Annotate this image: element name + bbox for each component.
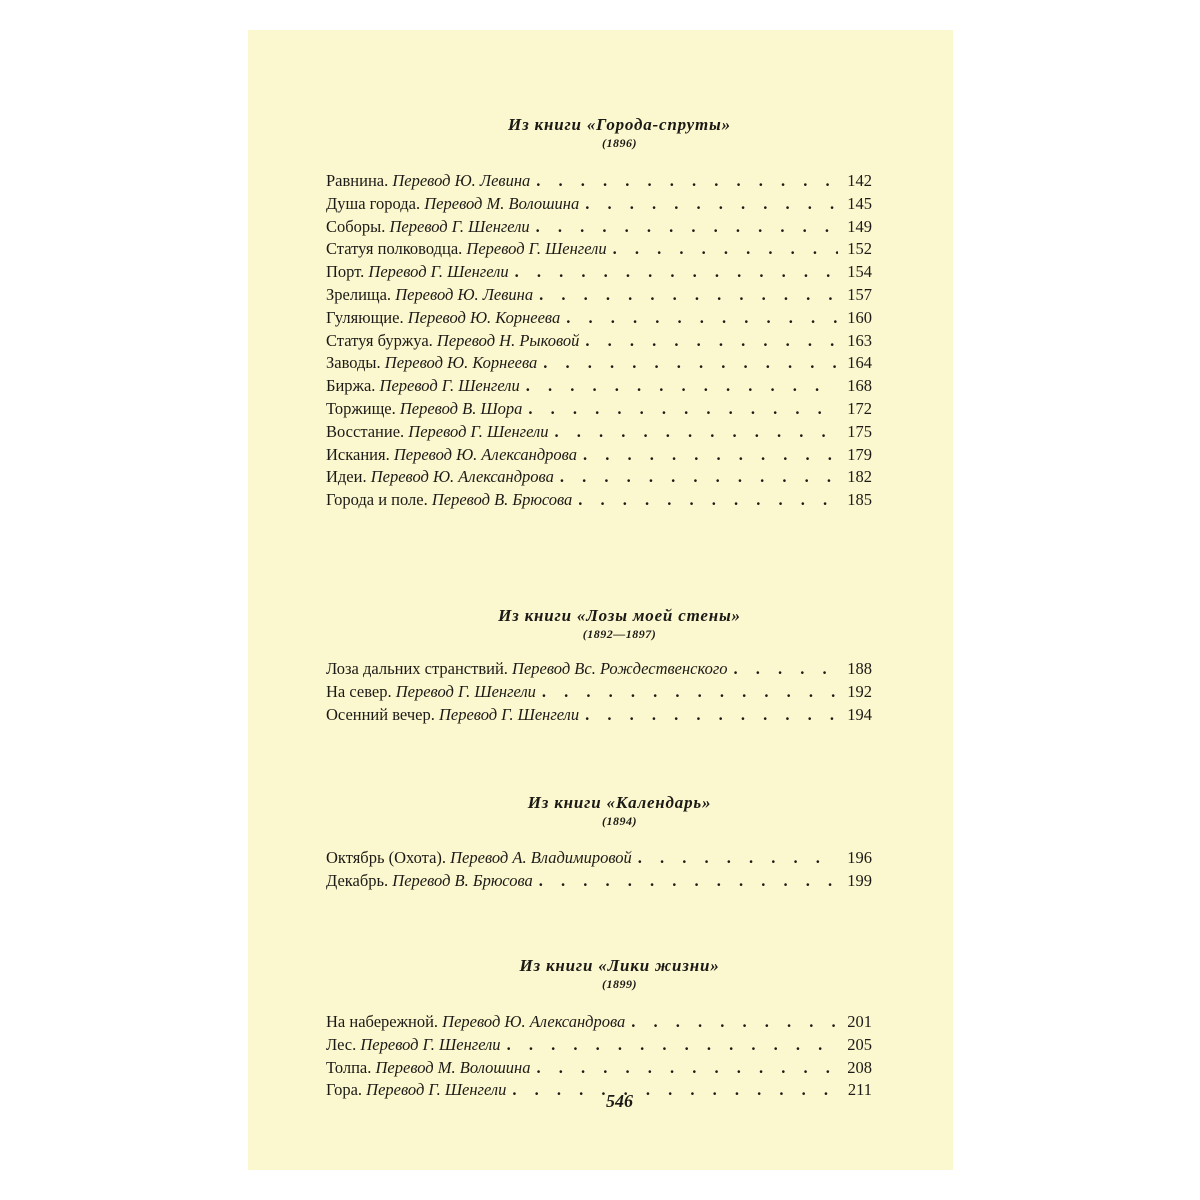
entry-translator: Перевод Г. Шенгели <box>360 1034 501 1054</box>
toc-entry <box>326 1057 872 1080</box>
entry-page-number: 163 <box>847 330 872 350</box>
section-years: (1899) <box>602 977 637 991</box>
page-number: 546 <box>606 1091 633 1111</box>
entry-translator: Перевод М. Волошина <box>424 193 580 213</box>
dot-leader <box>533 284 838 307</box>
entry-translator: Перевод Ю. Александрова <box>370 467 554 487</box>
entry-translator: Перевод В. Шора <box>399 398 523 418</box>
entry-page-number: 160 <box>847 307 872 327</box>
entry-page-number: 157 <box>847 284 872 304</box>
entry-translator: Перевод Ю. Левина <box>395 284 534 304</box>
dot-leader <box>577 444 838 467</box>
dot-leader <box>537 352 838 375</box>
entry-title: Торжище. <box>326 398 396 418</box>
toc-entry <box>326 704 872 727</box>
entry-translator: Перевод Г. Шенгели <box>408 421 549 441</box>
entry-translator: Перевод Ю. Левина <box>392 171 531 190</box>
dot-leader <box>572 489 838 512</box>
dot-leader <box>632 847 838 870</box>
toc-entry <box>326 466 872 489</box>
entry-page-number: 179 <box>847 444 872 464</box>
toc-entry <box>326 307 872 330</box>
toc-entries <box>326 1011 872 1102</box>
entry-page-number: 142 <box>847 171 872 190</box>
entry-title: Гуляющие. <box>326 307 404 327</box>
dot-leader <box>536 681 838 704</box>
entry-title: Равнина. <box>326 171 389 190</box>
entry-title: Статуя полководца. <box>326 239 463 259</box>
entry-title: Гора. <box>326 1080 363 1100</box>
entry-page-number: 211 <box>847 1080 872 1100</box>
section-title: Из книги «Календарь» <box>527 793 712 812</box>
entry-translator: Перевод Н. Рыковой <box>436 330 580 350</box>
section-lozy-moei-steny <box>248 606 953 724</box>
entry-title: Заводы. <box>326 353 381 373</box>
entry-page-number: 149 <box>847 216 872 236</box>
book-page <box>248 30 953 1170</box>
entry-page-number: 192 <box>847 681 872 701</box>
toc-entry <box>326 330 872 353</box>
toc-entry <box>326 1034 872 1057</box>
dot-leader <box>530 1057 838 1080</box>
section-title: Из книги «Лозы моей стены» <box>498 606 741 625</box>
entry-page-number: 152 <box>847 239 872 259</box>
entry-title: Душа города. <box>326 193 421 213</box>
entry-page-number: 164 <box>847 353 872 373</box>
toc-entry <box>326 681 872 704</box>
toc-entry <box>326 216 872 239</box>
entry-page-number: 154 <box>847 262 872 282</box>
entry-page-number: 172 <box>847 398 872 418</box>
toc-entries <box>326 658 872 726</box>
entry-title: Соборы. <box>326 216 386 236</box>
dot-leader <box>548 421 838 444</box>
section-years: (1892—1897) <box>582 627 657 641</box>
section-kalendar <box>248 793 953 890</box>
dot-leader <box>533 870 838 893</box>
entry-title: Лес. <box>326 1034 357 1054</box>
toc-entry <box>326 658 872 681</box>
toc-entries <box>326 170 872 512</box>
dot-leader <box>530 216 838 239</box>
entry-translator: Перевод В. Брюсова <box>431 490 573 510</box>
entry-page-number: 201 <box>847 1012 872 1031</box>
entry-page-number: 196 <box>847 848 872 867</box>
dot-leader <box>625 1011 838 1034</box>
entry-translator: Перевод Ю. Александрова <box>393 444 577 464</box>
dot-leader <box>522 398 838 421</box>
entry-page-number: 185 <box>847 490 872 510</box>
entry-translator: Перевод Вс. Рождественского <box>512 659 728 678</box>
entry-title: На север. <box>326 681 392 701</box>
entry-translator: Перевод Ю. Александрова <box>442 1012 626 1031</box>
entry-translator: Перевод Г. Шенгели <box>466 239 607 259</box>
entry-translator: Перевод Ю. Корнеева <box>407 307 561 327</box>
dot-leader <box>728 658 838 681</box>
section-years: (1896) <box>602 136 637 150</box>
entry-title: Декабрь. <box>326 870 389 890</box>
entry-page-number: 175 <box>847 421 872 441</box>
dot-leader <box>579 330 838 353</box>
entry-title: Биржа. <box>326 376 376 396</box>
entry-page-number: 199 <box>847 870 872 890</box>
dot-leader <box>501 1034 838 1057</box>
toc-entry <box>326 375 872 398</box>
entry-title: Статуя буржуа. <box>326 330 433 350</box>
toc-entry <box>326 444 872 467</box>
toc-entry <box>326 284 872 307</box>
entry-title: Порт. <box>326 262 365 282</box>
dot-leader <box>530 170 838 193</box>
toc-entry <box>326 261 872 284</box>
section-liki-zhizni <box>248 956 953 1100</box>
entry-translator: Перевод В. Брюсова <box>392 870 533 890</box>
section-goroda-spruty <box>248 115 953 510</box>
entry-title: Осенний вечер. <box>326 704 435 724</box>
toc-entry <box>326 238 872 261</box>
dot-leader <box>607 238 838 261</box>
section-title: Из книги «Города-спруты» <box>508 115 731 134</box>
dot-leader <box>554 466 838 489</box>
entry-title: Города и поле. <box>326 490 428 510</box>
entry-page-number: 188 <box>847 659 872 678</box>
entry-title: Лоза дальних странствий. <box>326 659 508 678</box>
entry-page-number: 205 <box>847 1034 872 1054</box>
dot-leader <box>509 261 838 284</box>
entry-title: Искания. <box>326 444 390 464</box>
dot-leader <box>560 307 838 330</box>
entry-title: Толпа. <box>326 1057 372 1077</box>
entry-title: Зрелища. <box>326 284 392 304</box>
toc-entry <box>326 170 872 193</box>
dot-leader <box>579 704 838 727</box>
entry-page-number: 208 <box>847 1057 872 1077</box>
dot-leader <box>520 375 838 398</box>
entry-translator: Перевод Г. Шенгели <box>395 681 536 701</box>
entry-title: Идеи. <box>326 467 367 487</box>
toc-entry <box>326 870 872 893</box>
toc-entries <box>326 847 872 893</box>
dot-leader <box>579 193 838 216</box>
section-title: Из книги «Лики жизни» <box>519 956 720 975</box>
section-years: (1894) <box>602 814 637 828</box>
toc-entry <box>326 352 872 375</box>
entry-translator: Перевод Ю. Корнеева <box>384 353 538 373</box>
entry-page-number: 145 <box>847 193 872 213</box>
entry-translator: Перевод М. Волошина <box>375 1057 531 1077</box>
toc-entry <box>326 421 872 444</box>
entry-title: На набережной. <box>326 1012 439 1031</box>
toc-entry <box>326 1011 872 1034</box>
entry-page-number: 168 <box>847 376 872 396</box>
entry-translator: Перевод Г. Шенгели <box>379 376 520 396</box>
toc-entry <box>326 398 872 421</box>
entry-translator: Перевод Г. Шенгели <box>368 262 509 282</box>
toc-entry <box>326 489 872 512</box>
toc-entry <box>326 847 872 870</box>
toc-entry <box>326 193 872 216</box>
entry-translator: Перевод А. Владимировой <box>450 848 632 867</box>
entry-translator: Перевод Г. Шенгели <box>366 1080 507 1100</box>
entry-title: Восстание. <box>326 421 405 441</box>
entry-page-number: 182 <box>847 467 872 487</box>
entry-translator: Перевод Г. Шенгели <box>438 704 580 724</box>
entry-page-number: 194 <box>847 704 872 724</box>
entry-title: Октябрь (Охота). <box>326 848 447 867</box>
entry-translator: Перевод Г. Шенгели <box>389 216 530 236</box>
